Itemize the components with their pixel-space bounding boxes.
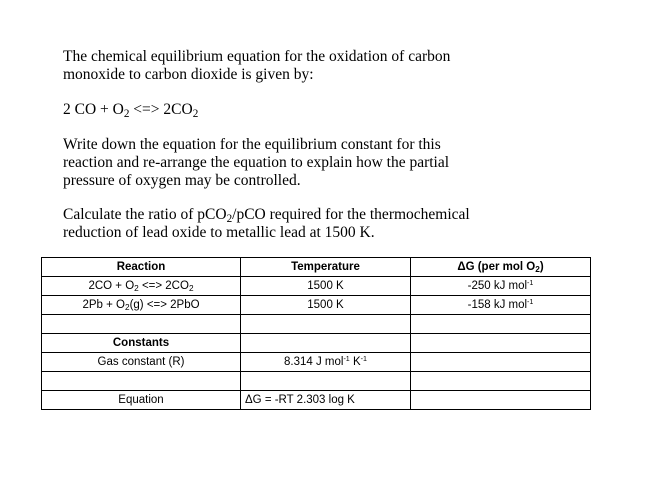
q1-line-3: pressure of oxygen may be controlled. bbox=[63, 172, 301, 189]
equation-part-b: <=> 2CO bbox=[129, 101, 193, 118]
gas-constant-value: 8.314 J mol$^{-1}$ $K^{-1}$ bbox=[241, 353, 411, 372]
equation-label: Equation bbox=[42, 391, 241, 410]
constants-label: Constants bbox=[42, 334, 241, 353]
header-delta-g: ΔG (per mol $O_2$) bbox=[411, 258, 591, 277]
equation-value: ΔG = -RT 2.303 log K bbox=[241, 391, 411, 410]
question-1 bbox=[63, 136, 603, 190]
constants-header-row bbox=[42, 334, 591, 353]
table-header-row bbox=[42, 258, 591, 277]
row-1-reaction: $2CO + O_2$ <=> $2CO_2$ bbox=[42, 277, 241, 296]
header-temperature: Temperature bbox=[241, 258, 411, 277]
row-1-temperature: 1500 K bbox=[241, 277, 411, 296]
equation-row bbox=[42, 391, 591, 410]
gas-constant-row bbox=[42, 353, 591, 372]
table-spacer-row bbox=[42, 372, 591, 391]
intro-line-2: monoxide to carbon dioxide is given by: bbox=[63, 66, 314, 83]
table-spacer-row bbox=[42, 315, 591, 334]
question-2 bbox=[63, 206, 603, 242]
q1-line-2: reaction and re-arrange the equation to explain how the partial bbox=[63, 154, 450, 171]
equation-sub-b: 2 bbox=[192, 107, 199, 120]
q2-part-a: Calculate the ratio of pCO bbox=[63, 206, 227, 223]
q1-line-1: Write down the equation for the equilibrium constant for this bbox=[63, 136, 441, 153]
row-2-temperature: 1500 K bbox=[241, 296, 411, 315]
thermo-data-table bbox=[41, 257, 591, 410]
row-2-delta-g: -158 kJ mol$^{-1}$ bbox=[411, 296, 591, 315]
intro-line-1: The chemical equilibrium equation for the oxidation of carbon bbox=[63, 48, 451, 65]
row-1-delta-g: -250 kJ mol$^{-1}$ bbox=[411, 277, 591, 296]
gas-constant-label: Gas constant (R) bbox=[42, 353, 241, 372]
table-row bbox=[42, 277, 591, 296]
equation-part-a: 2 CO + O bbox=[63, 101, 124, 118]
q2-line-2: reduction of lead oxide to metallic lead at 1500 K. bbox=[63, 224, 375, 241]
q2-part-b: /pCO required for the thermochemical bbox=[232, 206, 470, 223]
reaction-equation bbox=[63, 101, 603, 119]
header-reaction: Reaction bbox=[42, 258, 241, 277]
equation-sub-a: 2 bbox=[123, 107, 130, 120]
intro-paragraph bbox=[63, 48, 603, 84]
row-2-reaction: $2Pb + O_2(g)$ <=> 2PbO bbox=[42, 296, 241, 315]
table-row bbox=[42, 296, 591, 315]
q2-sub: 2 bbox=[226, 212, 233, 225]
